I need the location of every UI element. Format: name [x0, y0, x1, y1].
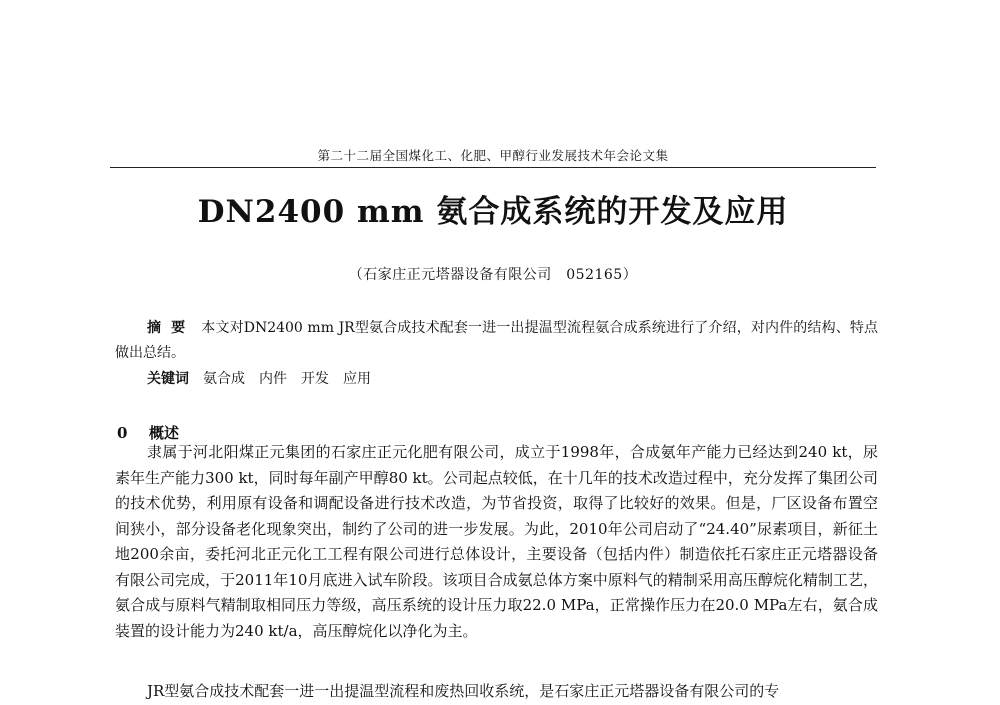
- abstract: [115, 316, 878, 366]
- section-title: 概述: [149, 424, 180, 442]
- header-rule: [110, 167, 876, 168]
- keywords-label: 关键词: [147, 371, 189, 387]
- body-paragraph: JR型氨合成技术配套一进一出提温型流程和废热回收系统，是石家庄正元塔器设备有限公司的专: [147, 682, 780, 700]
- author-affiliation: （石家庄正元塔器设备有限公司 052165）: [348, 267, 638, 283]
- abstract-label: 摘要: [147, 320, 196, 336]
- body-paragraph: 隶属于河北阳煤正元集团的石家庄正元化肥有限公司，成立于1998年，合成氨年产能力已经达到240 kt，尿素年生产能力300 kt，同时每年副产甲醇80 kt。公司起点较低，在十几年的技术改造过程中，充分发挥了集团公司的技术优势，利用原有设备和调配设备进行技术改造，为节省投资，取得了比较好的效果。但是，厂区设备布置空间狭小，部分设备老化现象突出，制约了公司的进一步发展。为此，2010年公司启动了“24.40”尿素项目，新征土地200余亩，委托河北正元化工工程有限公司进行总体设计，主要设备（包括内件）制造依托石家庄正元塔器设备有限公司完成，于2011年10月底进入试车阶段。该项目合成氨总体方案中原料气的精制采用高压醇烷化精制工艺，氨合成与原料气精制取相同压力等级，高压系统的设计压力取22.0 MPa，正常操作压力在20.0 MPa左右，氨合成装置的设计能力为240 kt/a，高压醇烷化以净化为主。: [115, 443, 878, 640]
- abstract-text: 本文对DN2400 mm JR型氨合成技术配套一进一出提温型流程氨合成系统进行了介绍，对内件的结构、特点做出总结。: [115, 320, 878, 361]
- section-number: 0: [117, 424, 128, 442]
- keyword: 开发: [301, 371, 329, 387]
- keywords: [147, 368, 877, 390]
- keyword: 内件: [259, 371, 287, 387]
- keyword: 应用: [343, 371, 371, 387]
- running-header: 第二十二届全国煤化工、化肥、甲醇行业发展技术年会论文集: [317, 148, 669, 163]
- keyword: 氨合成: [203, 371, 245, 387]
- paper-title: DN2400 mm 氨合成系统的开发及应用: [197, 194, 789, 230]
